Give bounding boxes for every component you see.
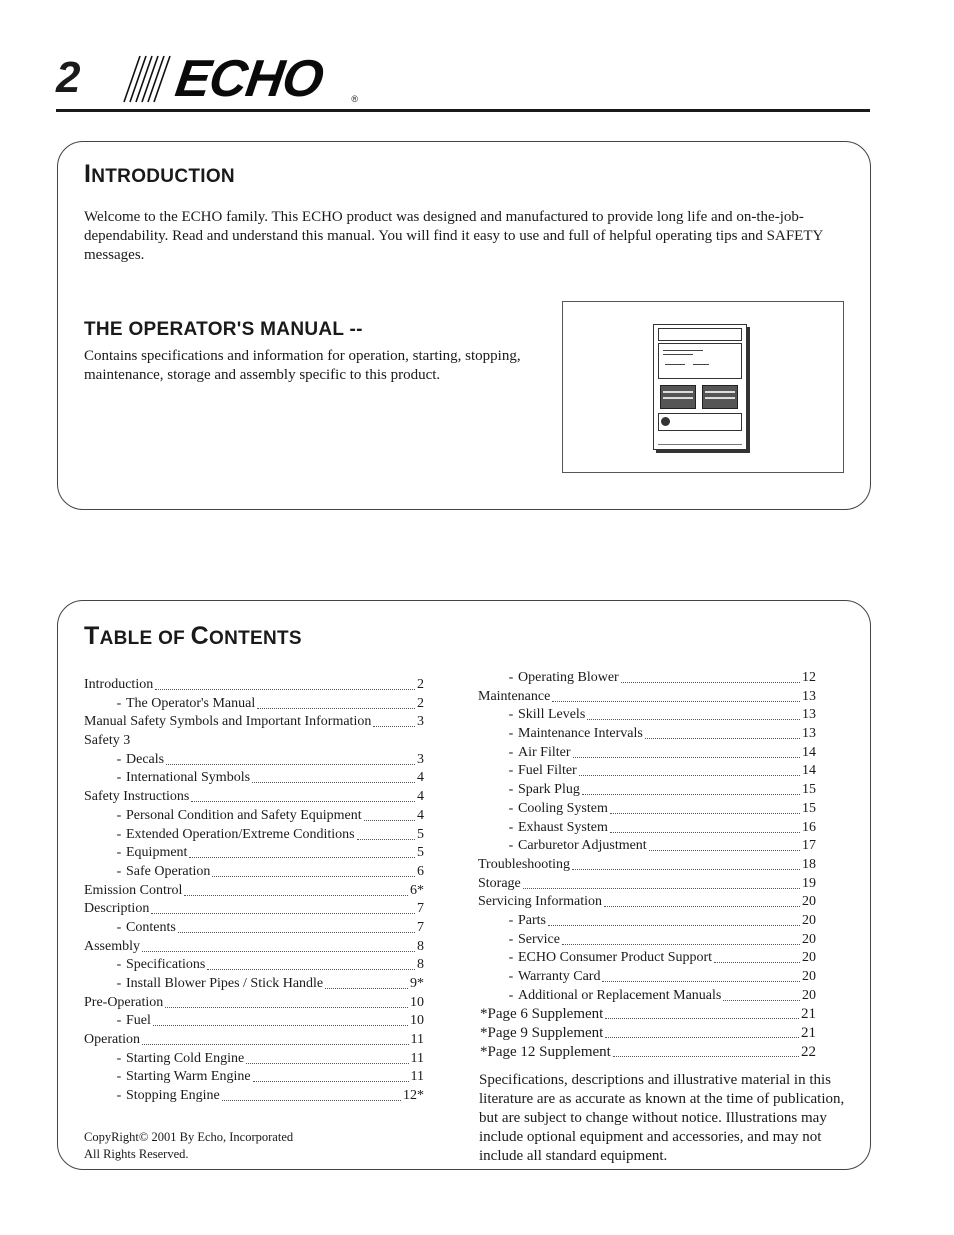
toc-dash: - <box>116 919 122 935</box>
toc-heading: TABLE OF CONTENTS <box>84 622 302 650</box>
toc-entry <box>84 751 424 770</box>
toc-entry-page: 12* <box>403 1088 424 1104</box>
copyright-line: CopyRight© 2001 By Echo, Incorporated <box>84 1130 294 1144</box>
toc-dash: - <box>508 969 514 984</box>
toc-leader <box>142 938 415 952</box>
toc-leader <box>562 931 800 945</box>
toc-entry-page: 15 <box>802 782 816 798</box>
toc-entry-page: 14 <box>802 763 816 779</box>
cover-logo <box>658 328 742 341</box>
toc-entry <box>84 1050 424 1069</box>
toc-entry-title: Maintenance <box>478 688 551 704</box>
toc-entry <box>478 949 816 968</box>
toc-leader <box>572 856 800 870</box>
toc-entry-page: 11 <box>410 1050 424 1066</box>
toc-entry-page: 15 <box>802 800 816 816</box>
toc-entry <box>84 807 424 826</box>
toc-entry <box>478 968 816 987</box>
toc-leader <box>253 1068 409 1082</box>
toc-leader <box>621 669 800 683</box>
toc-entry-title: Safety Instructions <box>84 789 190 805</box>
toc-entry-title: Parts <box>518 912 546 928</box>
toc-entry-title: Extended Operation/Extreme Conditions <box>126 826 355 842</box>
toc-leader <box>246 1050 408 1064</box>
toc-entry <box>478 706 816 725</box>
toc-entry-page: 5 <box>417 845 424 861</box>
toc-dash: - <box>508 800 514 816</box>
toc-entry-page: 13 <box>802 707 816 723</box>
toc-entry <box>478 837 816 856</box>
toc-entry-title: The Operator's Manual <box>126 695 256 711</box>
toc-entry-title: Pre-Operation <box>84 994 164 1010</box>
toc-entry-title: Personal Condition and Safety Equipment <box>126 807 362 823</box>
toc-entry-page: 8 <box>417 957 424 973</box>
toc-entry <box>478 931 816 950</box>
toc-dash: - <box>116 1013 122 1029</box>
toc-entry-title: *Page 6 Supplement <box>480 1006 604 1023</box>
toc-entry-title: *Page 9 Supplement <box>480 1025 604 1042</box>
toc-dash: - <box>116 957 122 973</box>
toc-entry <box>478 762 816 781</box>
toc-entry-title: International Symbols <box>126 770 251 786</box>
toc-dash: - <box>116 845 122 861</box>
toc-dash: - <box>508 763 514 779</box>
toc-leader <box>605 1005 799 1019</box>
toc-entry <box>84 938 424 957</box>
toc-entry-title: Equipment <box>126 845 188 861</box>
toc-entry <box>84 975 424 994</box>
toc-entry <box>478 912 816 931</box>
cover-picture-right <box>702 385 738 409</box>
toc-leader <box>523 875 800 889</box>
introduction-body: Welcome to the ECHO family. This ECHO product was designed and manufactured to provide long life and on-the-job-dependability. Read and understand this manual. You will find it easy to use and full of helpful operating tips and SAFETY messages. <box>84 209 823 263</box>
copyright <box>84 1129 293 1163</box>
toc-entry <box>84 676 424 695</box>
toc-entry-page: 19 <box>802 875 816 891</box>
toc-entry <box>478 781 816 800</box>
toc-leader <box>165 994 408 1008</box>
toc-dash: - <box>508 838 514 854</box>
toc-entry-page: 2 <box>417 677 424 692</box>
toc-entry <box>478 819 816 838</box>
toc-entry-title: Troubleshooting <box>478 856 571 872</box>
warning-icon <box>661 417 670 426</box>
toc-entry-title: Service <box>518 931 560 947</box>
toc-entry-page: 2 <box>417 695 424 711</box>
echo-logo <box>118 52 358 106</box>
toc-leader <box>189 844 415 858</box>
toc-leader <box>605 1024 799 1038</box>
toc-entry <box>478 688 816 707</box>
toc-entry <box>84 1012 424 1031</box>
toc-entry-page: 20 <box>802 894 816 910</box>
toc-entry <box>84 1031 424 1050</box>
toc-entry-title: Contents <box>126 919 176 935</box>
toc-entry-title: Spark Plug <box>518 782 580 798</box>
toc-entry-title: Assembly <box>84 938 140 954</box>
toc-entry-page: 22 <box>801 1043 816 1060</box>
header-rule <box>56 109 870 112</box>
toc-leader <box>191 788 415 802</box>
operators-manual-body: Contains specifications and information for operation, starting, stopping, maintenance, storage and assembly specific to this product. <box>84 348 521 383</box>
toc-leader <box>602 968 800 982</box>
introduction-heading: INTRODUCTION <box>84 160 235 188</box>
toc-entry-page: 4 <box>417 770 424 786</box>
toc-entry-title: Carburetor Adjustment <box>518 838 647 854</box>
toc-entry-page: 10 <box>410 994 424 1010</box>
manual-cover-image <box>653 324 747 450</box>
toc-entry-page: 20 <box>802 950 816 966</box>
toc-left-column <box>84 676 424 1106</box>
toc-entry-title: Starting Warm Engine <box>126 1069 251 1085</box>
toc-entry-title: Install Blower Pipes / Stick Handle <box>126 976 324 991</box>
toc-entry <box>84 695 424 714</box>
toc-entry-title: Additional or Replacement Manuals <box>518 987 722 1003</box>
toc-entry-title: Fuel Filter <box>518 763 577 779</box>
toc-entry <box>84 826 424 845</box>
toc-entry <box>84 1087 424 1106</box>
toc-dash: - <box>116 770 122 786</box>
toc-dash: - <box>508 819 514 835</box>
toc-entry-title: Fuel <box>126 1013 151 1029</box>
toc-entry-page: 4 <box>417 789 424 805</box>
toc-leader <box>257 695 415 709</box>
toc-entry-page: 7 <box>417 919 424 935</box>
toc-leader <box>155 676 415 690</box>
toc-entry-title: Starting Cold Engine <box>126 1050 245 1066</box>
toc-entry-title: *Page 12 Supplement <box>480 1043 611 1060</box>
toc-entry-page: 20 <box>802 969 816 984</box>
toc-dash: - <box>116 826 122 842</box>
toc-leader <box>212 863 415 877</box>
toc-dash: - <box>116 1088 122 1104</box>
toc-leader <box>548 912 800 926</box>
toc-leader <box>604 893 800 907</box>
toc-entry-page: 20 <box>802 987 816 1003</box>
toc-dash: - <box>508 782 514 798</box>
toc-dash: - <box>116 807 122 823</box>
toc-entry-title: Air Filter <box>518 744 571 760</box>
toc-dash: - <box>116 976 122 991</box>
toc-entry <box>84 769 424 788</box>
toc-entry-title: Exhaust System <box>518 819 608 835</box>
toc-entry-page: 8 <box>417 938 424 954</box>
toc-leader <box>582 781 800 795</box>
toc-entry-page: 10 <box>410 1013 424 1029</box>
toc-leader <box>579 762 800 776</box>
toc-entry <box>84 956 424 975</box>
toc-entry-title: Introduction <box>84 677 154 692</box>
toc-entry-page: 6 <box>417 863 424 879</box>
toc-leader <box>252 769 415 783</box>
toc-entry-title: Emission Control <box>84 882 183 898</box>
toc-entry <box>478 800 816 819</box>
toc-entry <box>84 732 424 751</box>
toc-leader <box>610 800 800 814</box>
toc-entry-page: 17 <box>802 838 816 854</box>
toc-leader <box>166 751 415 765</box>
toc-dash: - <box>508 987 514 1003</box>
toc-dash: - <box>116 1069 122 1085</box>
toc-entry-page: 6* <box>410 882 424 898</box>
page-number: 2 <box>56 53 81 102</box>
logo-stripes-icon <box>118 52 178 106</box>
toc-entry <box>478 1043 816 1062</box>
toc-leader <box>610 819 800 833</box>
toc-entry-page: 12 <box>802 670 816 685</box>
toc-leader <box>587 706 800 720</box>
toc-entry <box>478 1005 816 1024</box>
toc-entry-title: Servicing Information <box>478 894 603 910</box>
toc-entry <box>478 669 816 688</box>
toc-entry-page: 13 <box>802 726 816 742</box>
toc-entry <box>84 788 424 807</box>
toc-dash: - <box>508 707 514 723</box>
cover-title-panel <box>658 343 742 379</box>
toc-leader <box>723 987 800 1001</box>
toc-entry <box>84 713 424 732</box>
toc-leader <box>364 807 415 821</box>
toc-entry-page: 21 <box>801 1025 816 1042</box>
toc-entry-title: Manual Safety Symbols and Important Information <box>84 714 372 730</box>
toc-entry-title: Maintenance Intervals <box>518 726 643 742</box>
toc-entry-page: 20 <box>802 931 816 947</box>
toc-entry <box>478 856 816 875</box>
toc-dash: - <box>116 1050 122 1066</box>
toc-entry-title: Storage <box>478 875 521 891</box>
toc-entry <box>478 875 816 894</box>
toc-leader <box>178 919 415 933</box>
toc-entry-title: Operating Blower <box>518 670 619 685</box>
disclaimer-text: Specifications, descriptions and illustrative material in this literature are as accurate as known at the time of publication, but are subject to change without notice. Illustrations may include optional equipment and accessories, and may not include all standard equipment. <box>479 1072 845 1164</box>
toc-entry-title: Stopping Engine <box>126 1088 220 1104</box>
toc-entry-title: Skill Levels <box>518 707 586 723</box>
toc-dash: - <box>116 863 122 879</box>
toc-entry-title: Safe Operation <box>126 863 211 879</box>
toc-leader <box>153 1012 408 1026</box>
toc-entry-page: 3 <box>417 751 424 767</box>
toc-entry-page: 21 <box>801 1006 816 1023</box>
toc-entry-page: 4 <box>417 807 424 823</box>
toc-entry-page: 18 <box>802 856 816 872</box>
toc-entry-page: 11 <box>410 1032 424 1048</box>
toc-leader <box>714 949 800 963</box>
toc-dash: - <box>508 744 514 760</box>
toc-entry <box>84 919 424 938</box>
toc-right-column <box>478 669 816 1061</box>
toc-entry <box>478 1024 816 1043</box>
toc-entry <box>84 844 424 863</box>
toc-entry-title: Description <box>84 901 150 917</box>
toc-leader <box>151 900 415 914</box>
toc-dash: - <box>508 950 514 966</box>
toc-entry <box>478 725 816 744</box>
toc-entry <box>84 1068 424 1087</box>
toc-entry-page: 9* <box>410 976 424 991</box>
toc-leader <box>373 713 415 727</box>
toc-entry-title: Safety 3 <box>84 733 131 749</box>
toc-leader <box>142 1031 409 1045</box>
toc-dash: - <box>508 931 514 947</box>
toc-entry-page: 3 <box>417 714 424 730</box>
registered-mark: ® <box>351 94 358 104</box>
toc-leader <box>357 826 415 840</box>
toc-leader <box>207 956 415 970</box>
toc-leader <box>613 1043 799 1057</box>
toc-entry-page: 16 <box>802 819 816 835</box>
toc-entry-page: 7 <box>417 901 424 917</box>
rights-line: All Rights Reserved. <box>84 1147 189 1161</box>
toc-entry-page: 14 <box>802 744 816 760</box>
toc-leader <box>552 688 800 702</box>
toc-leader <box>573 744 801 758</box>
toc-entry <box>84 994 424 1013</box>
toc-leader <box>649 837 800 851</box>
toc-leader <box>222 1087 401 1101</box>
toc-entry <box>84 863 424 882</box>
toc-leader <box>645 725 800 739</box>
toc-entry-page: 11 <box>410 1069 424 1085</box>
toc-leader <box>325 975 408 989</box>
toc-dash: - <box>508 726 514 742</box>
toc-entry-title: Specifications <box>126 957 206 973</box>
toc-entry <box>478 744 816 763</box>
logo-wordmark: ECHO <box>171 50 327 108</box>
toc-entry <box>84 900 424 919</box>
toc-dash: - <box>508 912 514 928</box>
toc-dash: - <box>508 670 514 685</box>
toc-entry-page: 13 <box>802 688 816 704</box>
toc-entry-title: Decals <box>126 751 165 767</box>
toc-dash: - <box>116 695 122 711</box>
toc-entry-title: Warranty Card <box>518 969 601 984</box>
cover-picture-left <box>660 385 696 409</box>
toc-entry <box>478 987 816 1006</box>
toc-entry <box>84 882 424 901</box>
toc-entry-page: 5 <box>417 826 424 842</box>
toc-entry <box>478 893 816 912</box>
operators-manual-heading: THE OPERATOR'S MANUAL -- <box>84 319 363 340</box>
toc-entry-title: Operation <box>84 1032 140 1048</box>
toc-entry-title: ECHO Consumer Product Support <box>518 950 713 966</box>
cover-warning-panel <box>658 413 742 431</box>
manual-cover-illustration <box>562 301 844 473</box>
toc-dash: - <box>116 751 122 767</box>
toc-leader <box>184 882 408 896</box>
toc-entry-page: 20 <box>802 912 816 928</box>
toc-entry-title: Cooling System <box>518 800 608 816</box>
